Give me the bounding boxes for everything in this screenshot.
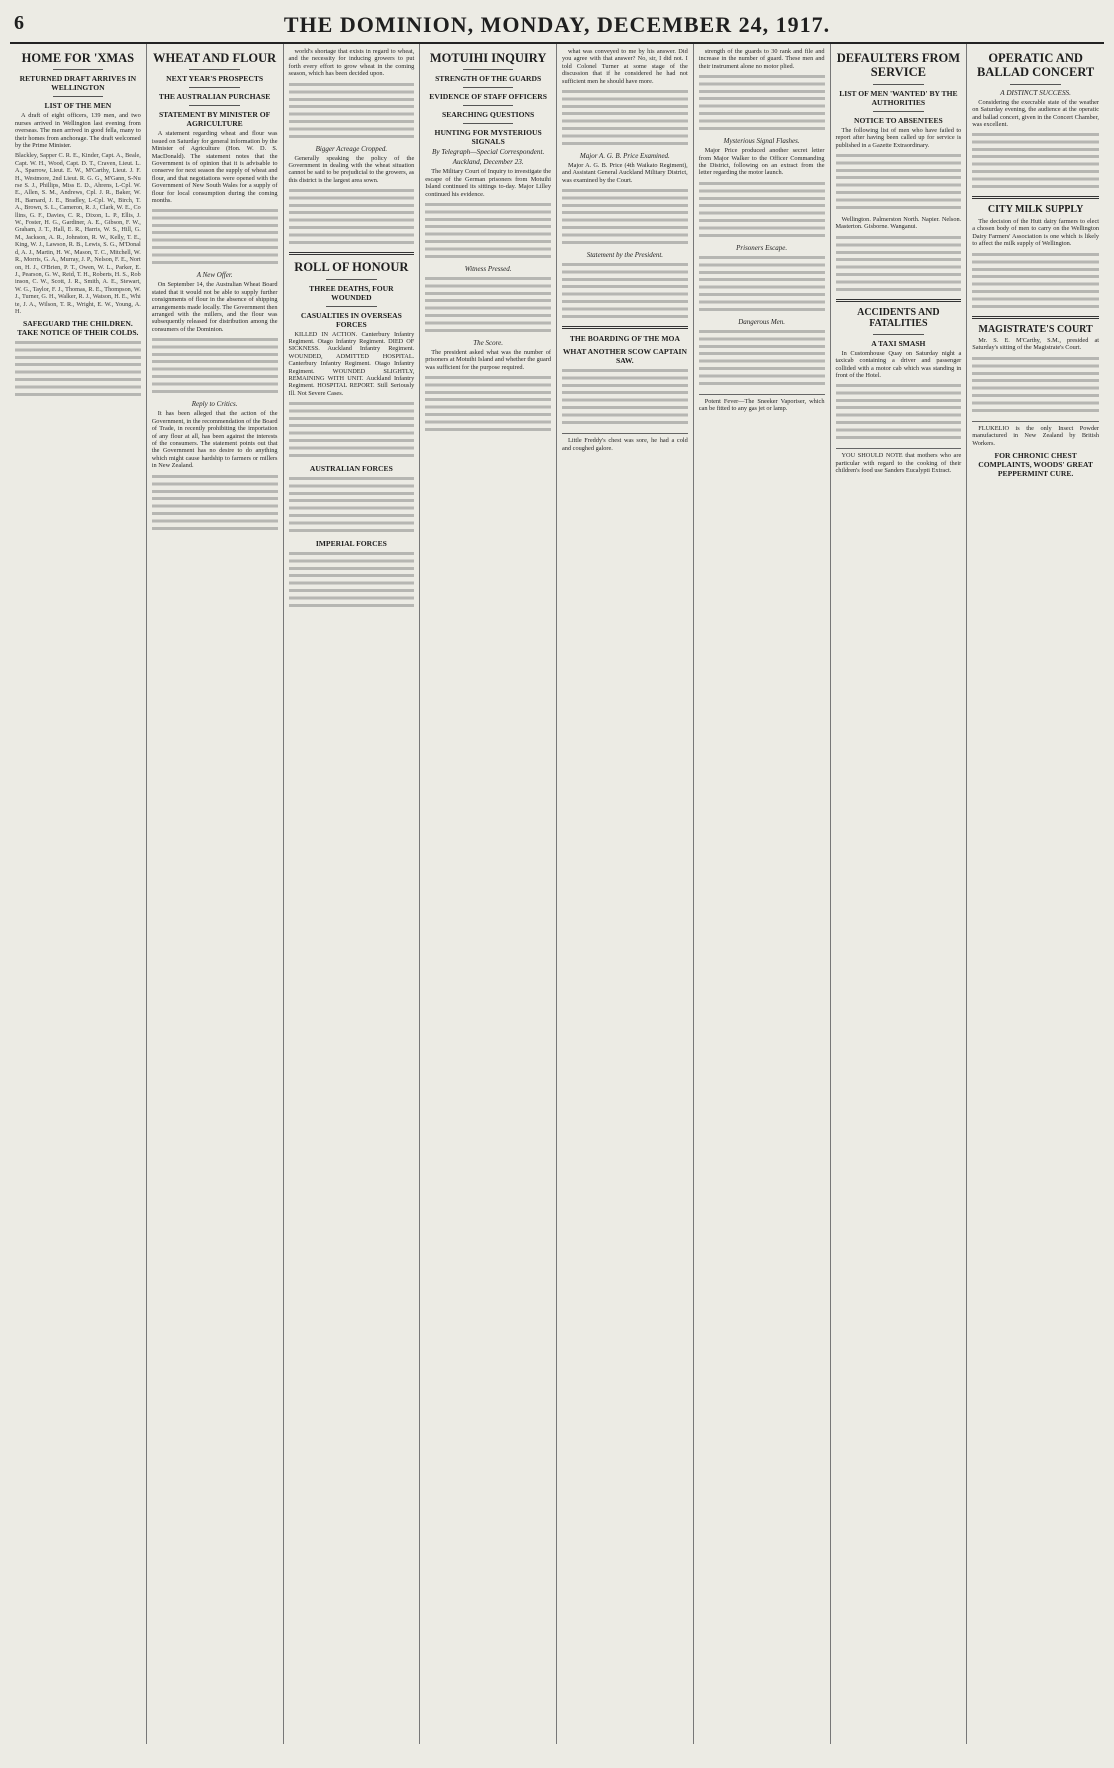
masthead — [10, 8, 1104, 44]
section-mysterious-signals: Mysterious Signal Flashes. — [723, 137, 800, 146]
divider — [972, 196, 1099, 199]
subhead-prospects: NEXT YEAR'S PROSPECTS — [166, 74, 264, 84]
district-list: Wellington. Palmerston North. Napier. Nelson. Masterton. Gisborne. Wanganui. — [835, 215, 962, 231]
divider — [53, 69, 103, 70]
article-body-2: Generally speaking the policy of the Government in dealing with the wheat situation cannot be said to be prejudicial to the growers, as this district is the largest area sown. — [288, 154, 415, 184]
article-body-2: Major Price produced another secret letter from Major Walker to the Officer Commanding the District, following on an extract from the letter regarding the motor launch. — [698, 147, 825, 177]
subhead-searching-questions: SEARCHING QUESTIONS — [442, 110, 535, 120]
headline-home-for-xmas: HOME FOR 'XMAS — [21, 51, 135, 65]
divider — [972, 316, 1099, 319]
article-intro: A draft of eight officers, 139 men, and two nurses arrived in Wellington last evening from overseas. The men arrived in good fella, many to their homes from anchorage. The draft welcomed by the Prime Minister. — [15, 112, 141, 149]
body-filler — [289, 81, 415, 141]
body-filler — [562, 367, 688, 427]
section-major-price: Major A. G. B. Price Examined. — [579, 152, 670, 161]
section-witness-pressed: Witness Pressed. — [464, 265, 512, 273]
body-filler — [836, 152, 962, 212]
divider — [463, 87, 513, 88]
headline-motuihi-inquiry: MOTUIHI INQUIRY — [429, 51, 547, 65]
subhead-scow-captain: WHAT ANOTHER SCOW CAPTAIN SAW. — [562, 347, 687, 366]
advertisement — [836, 448, 962, 474]
ad-text: Little Freddy's chest was sore, he had a cold and coughed galore. — [562, 437, 688, 452]
divider — [463, 69, 513, 70]
divider — [326, 306, 376, 307]
subhead-evidence: EVIDENCE OF STAFF OFFICERS — [429, 92, 547, 102]
body-filler — [152, 207, 278, 267]
divider — [326, 279, 376, 280]
columns — [10, 44, 1104, 1744]
body-filler — [289, 550, 415, 610]
subhead-list-of-men: LIST OF THE MEN — [44, 101, 112, 111]
body-filler — [425, 275, 551, 335]
column-2 — [147, 44, 284, 1744]
byline: By Telegraph—Special Correspondent. — [431, 148, 545, 157]
body-filler — [699, 254, 825, 314]
subhead-taxi-smash: A TAXI SMASH — [871, 338, 926, 348]
ad-text: FLUKELIO is the only Insect Powder manufactured in New Zealand by British Workers. — [972, 424, 1099, 447]
section-prisoners-escape: Prisoners Escape. — [736, 243, 788, 252]
body-filler — [836, 234, 962, 294]
divider — [562, 326, 688, 329]
headline-magistrates-court: MAGISTRATE'S COURT — [978, 323, 1093, 335]
subhead-deaths-wounded: THREE DEATHS, FOUR WOUNDED — [309, 283, 394, 302]
subhead-statement: STATEMENT BY MINISTER OF AGRICULTURE — [158, 110, 271, 129]
ad-text: Potent Fever—The Sneeker Vaporiser, which can be fitted to any gas jet or lamp. — [698, 397, 825, 413]
subhead-boarding-moa: THE BOARDING OF THE MOA — [569, 334, 680, 344]
divider — [463, 105, 513, 106]
column-1 — [10, 44, 147, 1744]
section-statement-president: Statement by the President. — [586, 251, 664, 260]
body-filler — [972, 251, 1099, 311]
article-body-2: In Customhouse Quay on Saturday night a taxicab containing a driver and passenger collided with a motor cab which was standing in front of the Hotel. — [835, 349, 962, 379]
section-bigger-acreage: Bigger Acreage Cropped. — [315, 144, 388, 153]
divider — [53, 96, 103, 97]
body-filler — [152, 473, 278, 533]
casualty-lists: KILLED IN ACTION. Canterbury Infantry Regiment. Otago Infantry Regiment. DIED OF SICKNESS. Auckland Infantry Regiment. WOUNDED, ADMITTED HOSPITAL. Canterbury Infantry Regiment. Otago Infantry Regiment. WOUNDED SLIGHTLY, REMAINING WITH UNIT. Auckland Infantry Regiment. HOSPITAL REPORT. Still Seriously Ill. Not Severe Cases. — [288, 330, 415, 397]
newspaper-title: THE DOMINION, MONDAY, DECEMBER 24, 1917. — [283, 12, 831, 37]
subhead-imperial-forces: IMPERIAL FORCES — [315, 539, 387, 549]
section-reply-to-critics: Reply to Critics. — [191, 400, 238, 409]
body-filler — [289, 475, 415, 535]
column-3 — [284, 44, 421, 1744]
subhead-casualties: CASUALTIES IN OVERSEAS FORCES — [300, 310, 402, 329]
article-body: The Military Court of Inquiry to investigate the escape of the German prisoners from Motuihi Island continued its sittings to-day. Major Lilley continued his evidence. — [425, 168, 551, 198]
subhead-australian-purchase: THE AUSTRALIAN PURCHASE — [158, 92, 271, 102]
body-filler — [152, 336, 278, 396]
body-filler — [562, 187, 688, 247]
article-body: what was conveyed to me by his answer. Did you agree with that answer? No, sir, I did not. I told Colonel Turner at some stage of the discussion that if he considered he had not sufficient men he should have more. — [562, 48, 688, 85]
column-5 — [557, 44, 694, 1744]
advertisement — [699, 394, 825, 413]
ad-peppermint: FOR CHRONIC CHEST COMPLAINTS, WOODS' GREAT PEPPERMINT CURE. — [978, 451, 1093, 479]
headline-wheat-and-flour: WHEAT AND FLOUR — [153, 51, 277, 65]
divider — [873, 111, 923, 112]
article-body: strength of the guards to 30 rank and file and increase in the number of guard. These men and their instrument alone no motor plied. — [698, 48, 825, 70]
article-body: A statement regarding wheat and flour was issued on Saturday for general information by the Minister of Agriculture (Hon. W. D. S. MacDonald). The statement notes that the Government is of opinion that it is advisable to conserve for next season the supply of wheat and flour, and that negotiations were opened with the Government of New South Wales for a supply of flour for local consumption during the coming months. — [151, 130, 278, 205]
headline-accidents: ACCIDENTS AND FATALITIES — [857, 306, 940, 330]
body-filler — [289, 400, 415, 460]
body-filler — [972, 131, 1099, 191]
column-8 — [967, 44, 1104, 1744]
advertisement — [562, 433, 688, 452]
headline-city-milk: CITY MILK SUPPLY — [987, 204, 1084, 216]
article-body-3: It has been alleged that the action of the Government, in the recommendation of the Board of Trade, in recently prohibiting the importation of any flour at all, has been against the interests of the consumers. The statement points out that the Government has no desire to do anything which might cause hardship to farmers or millers in New Zealand. — [151, 410, 278, 470]
subhead-mysterious-signals: HUNTING FOR MYSTERIOUS SIGNALS — [434, 128, 542, 147]
article-body: Considering the execrable state of the weather on Saturday evening, the audience at the operatic and ballad concert, given in the Concert Chamber, was excellent. — [972, 98, 1099, 128]
subhead-australian-forces: AUSTRALIAN FORCES — [309, 464, 393, 474]
body-filler — [562, 261, 688, 321]
article-intro: The following list of men who have failed to report after having been called up for service is published in a Gazette Extraordinary. — [835, 126, 962, 149]
body-filler — [289, 187, 415, 247]
body-filler — [972, 355, 1099, 415]
subhead-returned-draft: RETURNED DRAFT ARRIVES IN WELLINGTON — [19, 74, 137, 93]
headline-operatic-concert: OPERATIC AND BALLAD CONCERT — [976, 51, 1095, 80]
column-7 — [831, 44, 968, 1744]
article-body-2: The president asked what was the number of prisoners at Motuihi Island and whether the guard was sufficient for the purpose required. — [425, 349, 551, 371]
headline-defaulters: DEFAULTERS FROM SERVICE — [836, 51, 961, 80]
article-body-2: On September 14, the Australian Wheat Board stated that it would not be able to supply further consignments of flour in the absence of shipping arrangements made locally. The Government then arranged with the millers, and the flour was subsequently released for distribution among the consumers of the Dominion. — [151, 281, 278, 333]
body-filler — [836, 382, 962, 442]
ad-text: YOU SHOULD NOTE that mothers who are particular with regard to the cooking of their children's food use Sanders Eucalypti Extract. — [835, 452, 962, 475]
column-6 — [694, 44, 831, 1744]
body-filler — [425, 201, 551, 261]
article-body-2: The decision of the Hutt dairy farmers to elect a chosen body of men to carry on the Wellington Dairy Farmers' Association is one which is likely to affect the milk supply of Wellington. — [972, 217, 1099, 248]
body-filler — [699, 180, 825, 240]
article-body: world's shortage that exists in regard to wheat, and the necessity for inducing growers to put forth every effort to grow wheat in the coming season, which has been decided upon. — [288, 48, 415, 78]
subhead-notice-absentees: NOTICE TO ABSENTEES — [853, 115, 943, 125]
headline-roll-of-honour: ROLL OF HONOUR — [294, 260, 409, 275]
page-number: 6 — [14, 12, 24, 34]
body-filler — [562, 88, 688, 148]
subhead-list-wanted: LIST OF MEN 'WANTED' BY THE AUTHORITIES — [839, 88, 958, 107]
divider — [1010, 84, 1061, 85]
divider — [873, 334, 923, 335]
column-4 — [420, 44, 557, 1744]
subhead-distinct-success: A DISTINCT SUCCESS. — [1000, 88, 1071, 97]
body-filler — [699, 328, 825, 388]
divider — [189, 105, 239, 106]
article-body-2: Major A. G. B. Price (4th Waikato Regiment), and Assistant General Auckland Military District, was examined by the Court. — [562, 162, 688, 184]
notice-colds: SAFEGUARD THE CHILDREN. TAKE NOTICE OF THEIR COLDS. — [17, 319, 139, 338]
article-body-3: Mr. S. E. M'Carthy, S.M., presided at Saturday's sitting of the Magistrate's Court. — [972, 337, 1099, 352]
advertisement — [972, 421, 1099, 478]
body-filler — [699, 73, 825, 133]
divider — [836, 299, 962, 302]
names-list: Blackley, Sapper C. R. E., Kinder, Capt. A., Beale, Capt. W. H., Wood, Capt. D. T., Craven, Lieut. L. A., Sparrow, Lieut. E. W., M'Carthy, Lieut. J. F. H., Westmore, 2nd Lieut. R. G. G., M'Gann, S-Nurse S. J., Phillips, Miss E. D., Ahrens, L-Cpl. W. E., Allen, S. M., Andrews, Cpl. J. R., Baker, W. H., Barnard, J. E., Bradley, L-Cpl. W., Birch, T. A., Brown, S. L., Cameron, R. J., Clark, W. E., Collins, G. F., Davies, C. R., Dixon, L. P., Ellis, J. W., Foster, H. G., Gardiner, A. E., Gibson, F. W., Graham, J. T., Hall, E. R., Harris, W. S., Hill, G. M., Jackson, A. R., Johnston, R. W., Kelly, T. E., King, W. J., Lawson, R. B., Lewis, S. G., M'Donald, A. J., Martin, H. W., Mason, T. C., Mitchell, W. R., Morris, G. A., Murray, J. P., Nelson, F. E., Norton, H. J., O'Brien, P. T., Owen, W. L., Parker, E. J., Pearson, G. W., Reid, T. H., Roberts, H. S., Robinson, C. W., Scott, J. R., Smith, A. E., Stewart, W. G., Taylor, F. J., Thomas, R. E., Thompson, W. J., Turner, G. H., Walker, R. J., Watson, H. E., White, J. A., Wilson, T. R., Wright, E. W., Young, A. H. — [15, 152, 141, 315]
divider — [873, 84, 923, 85]
body-filler — [425, 374, 551, 434]
divider — [189, 87, 239, 88]
dateline: Auckland, December 23. — [452, 158, 524, 167]
subhead-strength-of-guards: STRENGTH OF THE GUARDS — [435, 74, 542, 84]
section-new-offer: A New Offer. — [196, 271, 233, 280]
divider — [289, 252, 415, 255]
divider — [463, 123, 513, 124]
section-the-score: The Score. — [473, 339, 503, 347]
body-filler — [15, 339, 141, 399]
section-dangerous-men: Dangerous Men. — [738, 317, 786, 326]
divider — [189, 69, 239, 70]
newspaper-page — [10, 8, 1104, 1752]
